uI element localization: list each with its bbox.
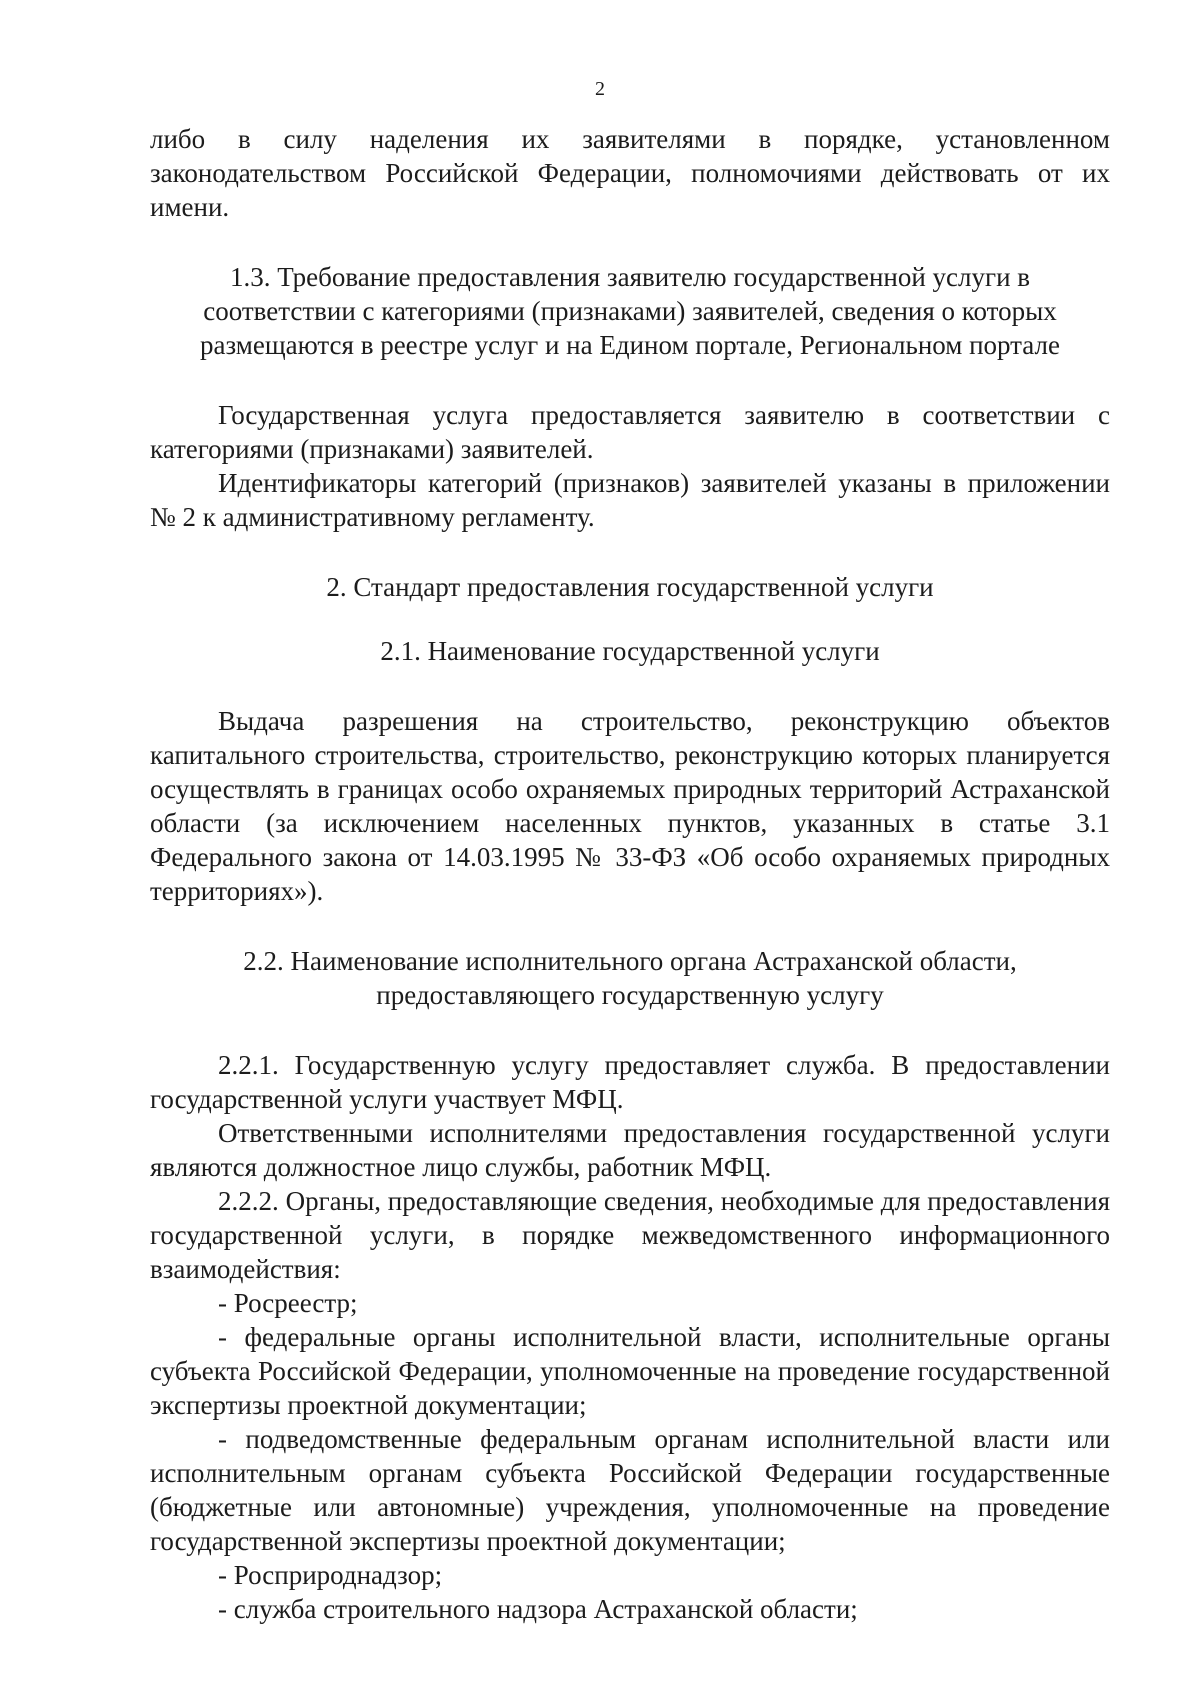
list-item-subordinate-institutions: - подведомственные федеральным органам исполнительной власти или исполнительным органам субъекта Российской Федерации государственные (бюджетные или автономные) учреждения, уполномоченные на проведение государственной экспертизы проектной документации; <box>150 1424 1110 1556</box>
paragraph-service-name: Выдача разрешения на строительство, реконструкцию объектов капитального строительства, строительство, реконструкцию которых планируется осуществлять в границах особо охраняемых природных территорий Астраханской области (за исключением населенных пунктов, указанных в статье 3.1 Федерального закона от 14.03.1995 № 33-ФЗ «Об особо охраняемых природных территориях»). <box>150 706 1110 906</box>
heading-2-2: 2.2. Наименование исполнительного органа Астраханской области, предоставляющего государственную услугу <box>243 946 1017 1010</box>
heading-2-1: 2.1. Наименование государственной услуги <box>380 636 880 666</box>
paragraph-service-categories: Государственная услуга предоставляется заявителю в соответствии с категориями (признаками) заявителей. <box>150 400 1110 464</box>
paragraph-representatives: либо в силу наделения их заявителями в порядке, установленном законодательством Российской Федерации, полномочиями действовать от их имени. <box>150 124 1110 222</box>
paragraph-responsible-executors: Ответственными исполнителями предоставления государственной услуги являются должностное лицо службы, работник МФЦ. <box>150 1118 1110 1182</box>
page-number: 2 <box>595 78 605 100</box>
paragraph-2-2-2: 2.2.2. Органы, предоставляющие сведения, необходимые для предоставления государственной услуги, в порядке межведомственного информационного взаимодействия: <box>150 1186 1110 1284</box>
heading-1-3: 1.3. Требование предоставления заявителю государственной услуги в соответствии с категориями (признаками) заявителей, сведения о которых размещаются в реестре услуг и на Едином портале, Региональном портале <box>199 262 1060 360</box>
paragraph-2-2-1: 2.2.1. Государственную услугу предоставляет служба. В предоставлении государственной услуги участвует МФЦ. <box>150 1050 1110 1114</box>
paragraph-category-identifiers: Идентификаторы категорий (признаков) заявителей указаны в приложении № 2 к административному регламенту. <box>150 468 1110 532</box>
list-item-construction-supervision: - служба строительного надзора Астраханской области; <box>218 1594 858 1624</box>
list-item-rosreestr: - Росреестр; <box>218 1288 358 1318</box>
list-item-federal-bodies: - федеральные органы исполнительной власти, исполнительные органы субъекта Российской Федерации, уполномоченные на проведение государственной экспертизы проектной документации; <box>150 1322 1110 1420</box>
document-body <box>150 122 1110 1626</box>
heading-2: 2. Стандарт предоставления государственной услуги <box>326 572 934 602</box>
list-item-rosprirodnadzor: - Росприроднадзор; <box>218 1560 443 1590</box>
